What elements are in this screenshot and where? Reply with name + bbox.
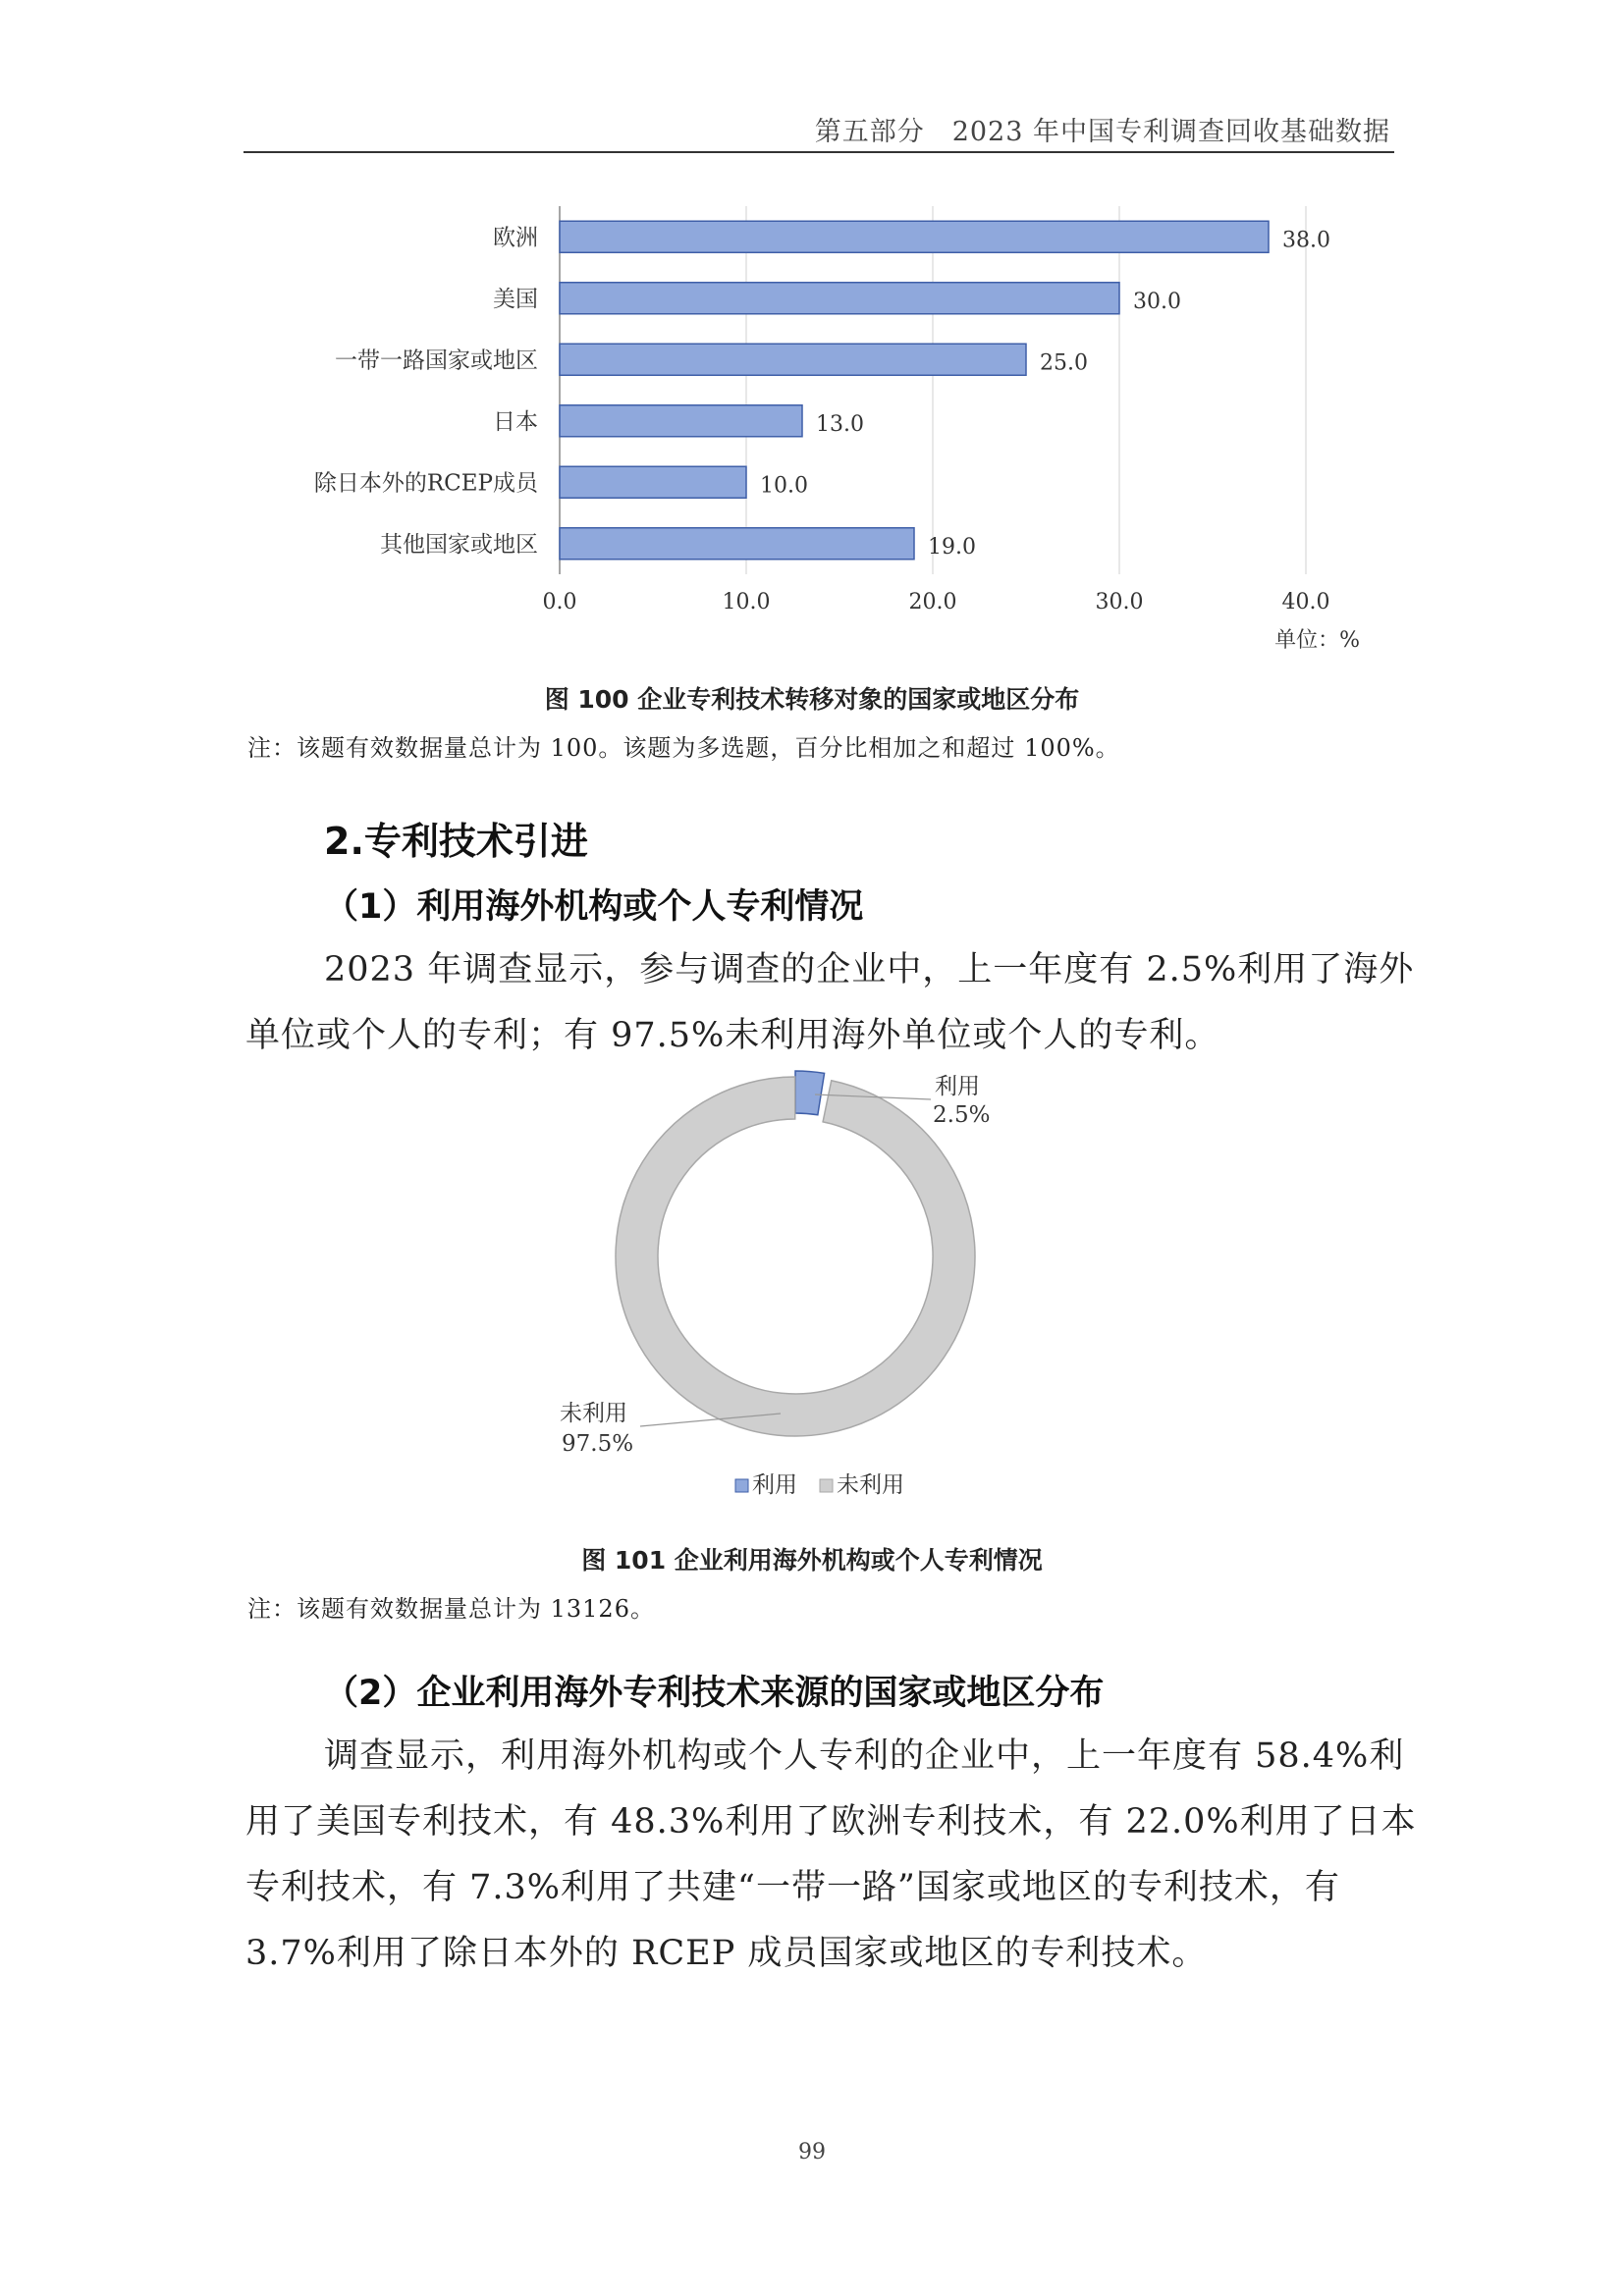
donut-label-used-name: 利用	[935, 1074, 980, 1099]
chart-bar	[560, 283, 1119, 314]
figure-101-note: 注：该题有效数据量总计为 13126。	[247, 1595, 655, 1623]
legend-swatch-used	[735, 1479, 748, 1492]
chart-value-label: 25.0	[1040, 350, 1088, 376]
chart-category-label: 欧洲	[493, 225, 538, 251]
chart-unit-label: 单位：%	[1274, 628, 1360, 653]
chart-tick-label: 30.0	[1095, 590, 1144, 614]
figure-100-note: 注：该题有效数据量总计为 100。该题为多选题，百分比相加之和超过 100%。	[247, 734, 1120, 762]
chart-bar	[560, 528, 914, 560]
donut-label-unused-name: 未利用	[560, 1401, 627, 1426]
chart-tick-labels	[543, 590, 1330, 614]
figure-101-caption: 图 101 企业利用海外机构或个人专利情况	[581, 1546, 1043, 1575]
page-header	[244, 106, 1394, 153]
chart-tick-label: 10.0	[722, 590, 771, 614]
chart-legend	[735, 1472, 904, 1498]
chart-value-label: 30.0	[1133, 289, 1181, 314]
section-2-1-paragraph: 2023 年调查显示，参与调查的企业中，上一年度有 2.5%利用了海外单位或个人的专利；有 97.5%未利用海外单位或个人的专利。	[245, 950, 1415, 1055]
chart-category-label: 除日本外的RCEP成员	[313, 470, 538, 497]
section-2-2-paragraph: 调查显示，利用海外机构或个人专利的企业中，上一年度有 58.4%利用了美国专利技术，有 48.3%利用了欧洲专利技术，有 22.0%利用了日本专利技术，有 7.3%利用了共建“一带一路”国家或地区的专利技术，有 3.7%利用了除日本外的 RCEP 成员国家或地区的专利技术。	[245, 1736, 1417, 1973]
chart-bar	[560, 466, 746, 498]
chart-value-labels	[760, 228, 1330, 560]
chart-category-label: 其他国家或地区	[380, 531, 538, 558]
figure-100-bar-chart	[236, 196, 1394, 658]
chart-category-label: 美国	[493, 286, 538, 312]
chart-value-label: 13.0	[816, 411, 864, 437]
donut-slice-unused	[616, 1077, 975, 1436]
chart-category-label: 一带一路国家或地区	[335, 347, 538, 374]
section-2-2-title: （2）企业利用海外专利技术来源的国家或地区分布	[324, 1674, 1105, 1713]
chart-bar	[560, 221, 1269, 252]
page-number: 99	[798, 2140, 826, 2164]
chart-bar	[560, 405, 802, 437]
chart-gridlines	[746, 206, 1306, 574]
chart-category-label: 日本	[493, 408, 538, 435]
chart-category-labels	[314, 225, 540, 558]
section-2-title: 2.专利技术引进	[324, 820, 588, 863]
figure-101-donut-chart	[530, 1060, 1080, 1512]
header-text: 第五部分 2023 年中国专利调查回收基础数据	[814, 117, 1390, 147]
chart-value-label: 10.0	[760, 473, 808, 499]
chart-tick-label: 0.0	[542, 590, 577, 614]
legend-swatch-unused	[820, 1479, 833, 1492]
donut-label-unused-value: 97.5%	[562, 1431, 634, 1457]
chart-bars	[560, 221, 1269, 560]
donut-label-used-value: 2.5%	[933, 1102, 991, 1128]
legend-label-unused: 未利用	[837, 1472, 904, 1498]
legend-label-used: 利用	[752, 1472, 797, 1498]
donut-slices	[616, 1071, 975, 1436]
chart-tick-label: 40.0	[1281, 590, 1330, 614]
section-2-1-title: （1）利用海外机构或个人专利情况	[324, 887, 864, 927]
chart-value-label: 38.0	[1282, 228, 1330, 253]
chart-bar	[560, 344, 1026, 375]
figure-100-caption: 图 100 企业专利技术转移对象的国家或地区分布	[544, 685, 1080, 714]
chart-tick-label: 20.0	[908, 590, 957, 614]
chart-value-label: 19.0	[928, 534, 976, 560]
donut-slice-used	[795, 1071, 825, 1115]
